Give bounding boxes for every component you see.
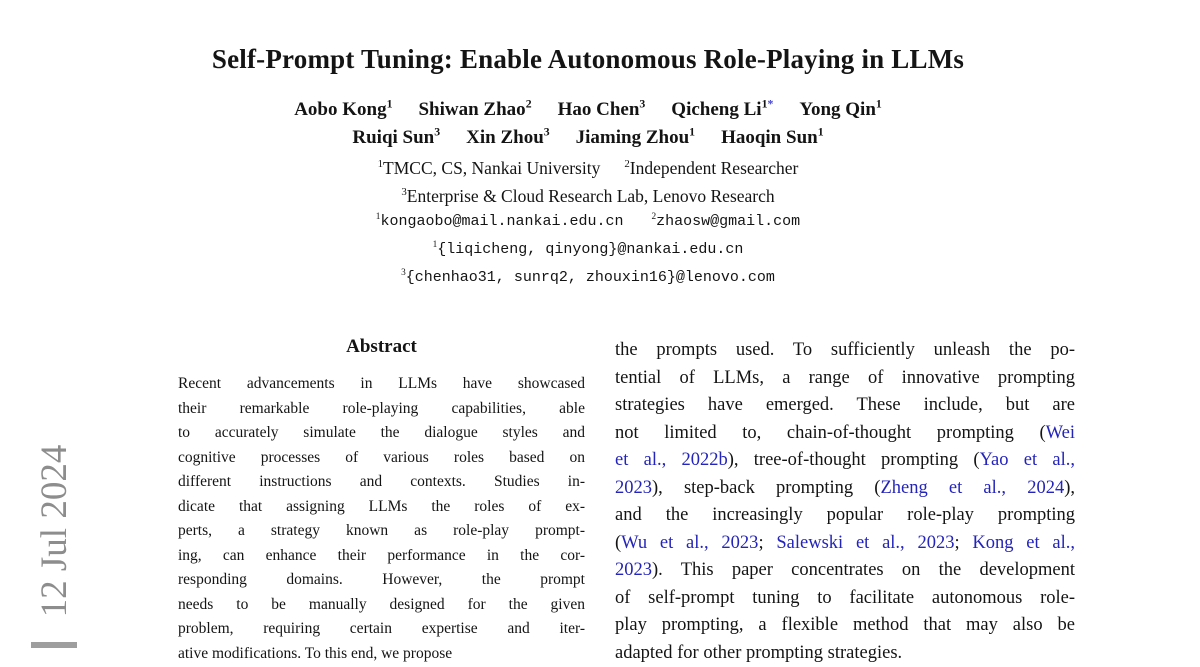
affiliation-superscript: 1	[433, 240, 438, 250]
affiliation-superscript: 2	[652, 212, 657, 222]
affiliation-superscript: 3	[544, 126, 550, 139]
email-row	[0, 264, 1176, 292]
intro-line	[615, 502, 1075, 530]
author-row	[0, 124, 1176, 152]
author-name: Qicheng $Li^{1*}$	[671, 99, 773, 120]
intro-line	[615, 585, 1075, 613]
affiliation-superscript: 2	[624, 158, 629, 170]
abstract-line: needs to be manually designed for the given	[178, 593, 585, 618]
text-segment: the prompts used. To sufficiently unleash the po-	[615, 340, 1075, 360]
affiliation-superscript: 1	[689, 126, 695, 139]
affiliation-superscript: 1	[376, 212, 381, 222]
abstract-line: to accurately simulate the dialogue styles and	[178, 421, 585, 446]
intro-partial-line: adapted for other prompting strategies.	[615, 640, 1075, 667]
affiliation-superscript: 1	[378, 158, 383, 170]
intro-line	[615, 392, 1075, 420]
intro-line	[615, 612, 1075, 640]
abstract-partial-line: ative modifications. To this end, we propose	[178, 642, 585, 667]
text-segment: ). This paper concentrates on the development	[652, 560, 1075, 580]
abstract-line: different instructions and contexts. Studies in-	[178, 470, 585, 495]
author-name: Aobo Kong$^1$	[294, 99, 392, 120]
text-segment: ),	[1064, 478, 1075, 498]
email-address: $^2$zhaosw@gmail.com	[652, 213, 801, 230]
arxiv-sidebar-partial-glyph	[31, 642, 77, 648]
affiliation-superscript: 1	[876, 98, 882, 111]
text-segment: ), tree-of-thought prompting (	[728, 450, 980, 470]
intro-line	[615, 337, 1075, 365]
affiliation-superscript: 1	[818, 126, 824, 139]
author-name: Yong Qin$^1$	[799, 99, 881, 120]
abstract-line: ing, can enhance their performance in the cor-	[178, 544, 585, 569]
affiliation: $^3$Enterprise & Cloud Research Lab, Lenovo Research	[401, 186, 774, 206]
abstract-heading: Abstract	[178, 336, 585, 358]
affiliation-superscript: 2	[526, 98, 532, 111]
arxiv-sidebar-date: 12 Jul 2024	[35, 430, 75, 632]
affiliation: $^2$Independent Researcher	[624, 158, 798, 178]
affiliation-superscript: 3	[401, 186, 406, 198]
affiliation-row	[0, 154, 1176, 182]
intro-column	[615, 337, 1075, 667]
text-segment: (	[615, 533, 621, 553]
affiliation-superscript: 3	[401, 268, 406, 278]
text-segment: strategies have emerged. These include, but are	[615, 395, 1075, 415]
affiliation-row	[0, 182, 1176, 210]
intro-line	[615, 475, 1075, 503]
text-segment: and the increasingly popular role-play prompting	[615, 505, 1075, 525]
affiliation: $^1$TMCC, CS, Nankai University	[378, 158, 601, 178]
email-row	[0, 208, 1176, 236]
author-rows	[0, 96, 1176, 152]
intro-line	[615, 365, 1075, 393]
email-address: $^1$kongaobo@mail.nankai.edu.cn	[376, 213, 624, 230]
author-name: Ruiqi Sun$^3$	[352, 127, 440, 148]
text-segment: play prompting, a flexible method that may also be	[615, 615, 1075, 635]
affiliation-rows	[0, 154, 1176, 210]
corresponding-author-star: *	[767, 98, 773, 111]
abstract-line: their remarkable role-playing capabilities, able	[178, 397, 585, 422]
author-name: Jiaming Zhou$^1$	[576, 127, 695, 148]
text-segment: tential of LLMs, a range of innovative prompting	[615, 368, 1075, 388]
intro-line	[615, 447, 1075, 475]
affiliation-superscript: 1	[387, 98, 393, 111]
author-name: Shiwan Zhao$^2$	[418, 99, 531, 120]
abstract-body	[178, 372, 585, 666]
email-address: $^1${liqicheng, qinyong}@nankai.edu.cn	[433, 241, 744, 258]
intro-line	[615, 557, 1075, 585]
citation-link[interactable]: Wei	[1046, 423, 1075, 443]
author-name: Haoqin Sun$^1$	[721, 127, 824, 148]
paper-title: Self-Prompt Tuning: Enable Autonomous Role-Playing in LLMs	[0, 44, 1176, 75]
intro-line	[615, 420, 1075, 448]
text-segment: not limited to, chain-of-thought prompting (	[615, 423, 1046, 443]
abstract-line: perts, a strategy known as role-play prompt-	[178, 519, 585, 544]
email-address: $^3${chenhao31, sunrq2, zhouxin16}@lenovo.com	[401, 269, 775, 286]
author-row	[0, 96, 1176, 124]
citation-link[interactable]: et al., 2022b	[615, 450, 728, 470]
citation-link[interactable]: Yao et al.,	[980, 450, 1075, 470]
author-name: Hao Chen$^3$	[558, 99, 646, 120]
affiliation-superscript: 3	[639, 98, 645, 111]
citation-link[interactable]: 2023	[615, 560, 652, 580]
citation-link[interactable]: Kong et al.,	[972, 533, 1075, 553]
email-rows	[0, 208, 1176, 292]
abstract-line: responding domains. However, the prompt	[178, 568, 585, 593]
citation-link[interactable]: Zheng et al., 2024	[880, 478, 1064, 498]
affiliation-superscript: 1	[762, 98, 768, 111]
abstract-line: problem, requiring certain expertise and iter-	[178, 617, 585, 642]
text-segment: ;	[758, 533, 776, 553]
intro-line	[615, 530, 1075, 558]
affiliation-superscript: 3	[434, 126, 440, 139]
abstract-line: Recent advancements in LLMs have showcased	[178, 372, 585, 397]
abstract-line: dicate that assigning LLMs the roles of ex-	[178, 495, 585, 520]
citation-link[interactable]: Salewski et al., 2023	[776, 533, 954, 553]
citation-link[interactable]: Wu et al., 2023	[621, 533, 758, 553]
text-segment: ), step-back prompting (	[652, 478, 880, 498]
email-row	[0, 236, 1176, 264]
text-segment: of self-prompt tuning to facilitate autonomous role-	[615, 588, 1075, 608]
abstract-line: cognitive processes of various roles based on	[178, 446, 585, 471]
author-name: Xin Zhou$^3$	[466, 127, 550, 148]
citation-link[interactable]: 2023	[615, 478, 652, 498]
text-segment: ;	[954, 533, 972, 553]
